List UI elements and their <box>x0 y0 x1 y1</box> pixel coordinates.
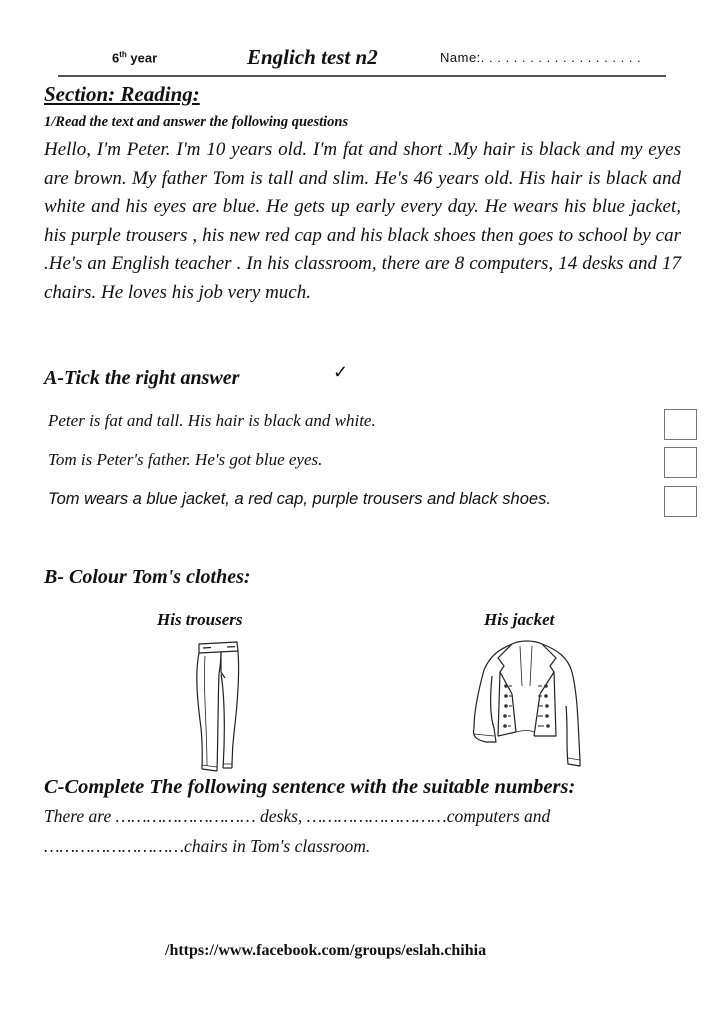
grade-suffix: year <box>126 50 158 66</box>
chairs-blank[interactable]: ……………………… <box>44 836 185 856</box>
footer-link[interactable]: /https://www.facebook.com/groups/eslah.chihia <box>165 942 487 959</box>
computers-blank[interactable]: ……………………… <box>306 806 447 826</box>
name-field[interactable]: Name:. . . . . . . . . . . . . . . . . . . . <box>440 50 642 65</box>
grade-superscript: th <box>119 50 127 59</box>
reading-instruction: 1/Read the text and answer the following questions <box>44 114 349 130</box>
part-b-title: B- Colour Tom's clothes: <box>44 566 251 588</box>
statement-2: Tom is Peter's father. He's got blue eyes. <box>48 450 323 469</box>
grade-number: 6 <box>112 50 120 66</box>
section-title: Section: Reading: <box>44 82 200 106</box>
fill-in-sentence-line-1 <box>44 806 550 827</box>
trousers-label: His trousers <box>157 610 243 629</box>
reading-passage: Hello, I'm Peter. I'm 10 years old. I'm fat and short .My hair is black and my eyes are brown. My father Tom is tall and slim. He's 46 years old. His hair is black and white and his eyes are blue. He gets up early every day. He wears his blue jacket, his purple trousers , his new red cap and his black shoes then goes to school by car .He's an English teacher . In his classroom, there are 8 computers, 14 desks and 17 chairs. He loves his job very much. <box>44 139 681 303</box>
statement-3: Tom wears a blue jacket, a red cap, purple trousers and black shoes. <box>48 490 551 508</box>
sentence-text: There are <box>44 806 116 826</box>
part-c-title: C-Complete The following sentence with the suitable numbers: <box>44 776 576 798</box>
tick-icon: ✓ <box>333 362 349 382</box>
sentence-text: chairs in Tom's classroom. <box>184 836 371 856</box>
grade-label <box>112 50 157 65</box>
statement-1: Peter is fat and tall. His hair is black and white. <box>48 411 376 430</box>
header-divider <box>58 75 666 77</box>
fill-in-sentence-line-2 <box>44 836 370 857</box>
trousers-icon[interactable] <box>185 638 255 774</box>
part-a-title: A-Tick the right answer <box>44 367 240 389</box>
desks-blank[interactable]: ……………………… <box>115 806 261 826</box>
jacket-label: His jacket <box>484 610 555 629</box>
answer-checkbox-1[interactable] <box>664 409 697 440</box>
test-title: Englich test n2 <box>247 45 378 69</box>
sentence-text: desks, <box>260 806 307 826</box>
answer-checkbox-3[interactable] <box>664 486 697 517</box>
sentence-text: computers and <box>446 806 551 826</box>
answer-checkbox-2[interactable] <box>664 447 697 478</box>
jacket-icon[interactable] <box>468 636 586 772</box>
